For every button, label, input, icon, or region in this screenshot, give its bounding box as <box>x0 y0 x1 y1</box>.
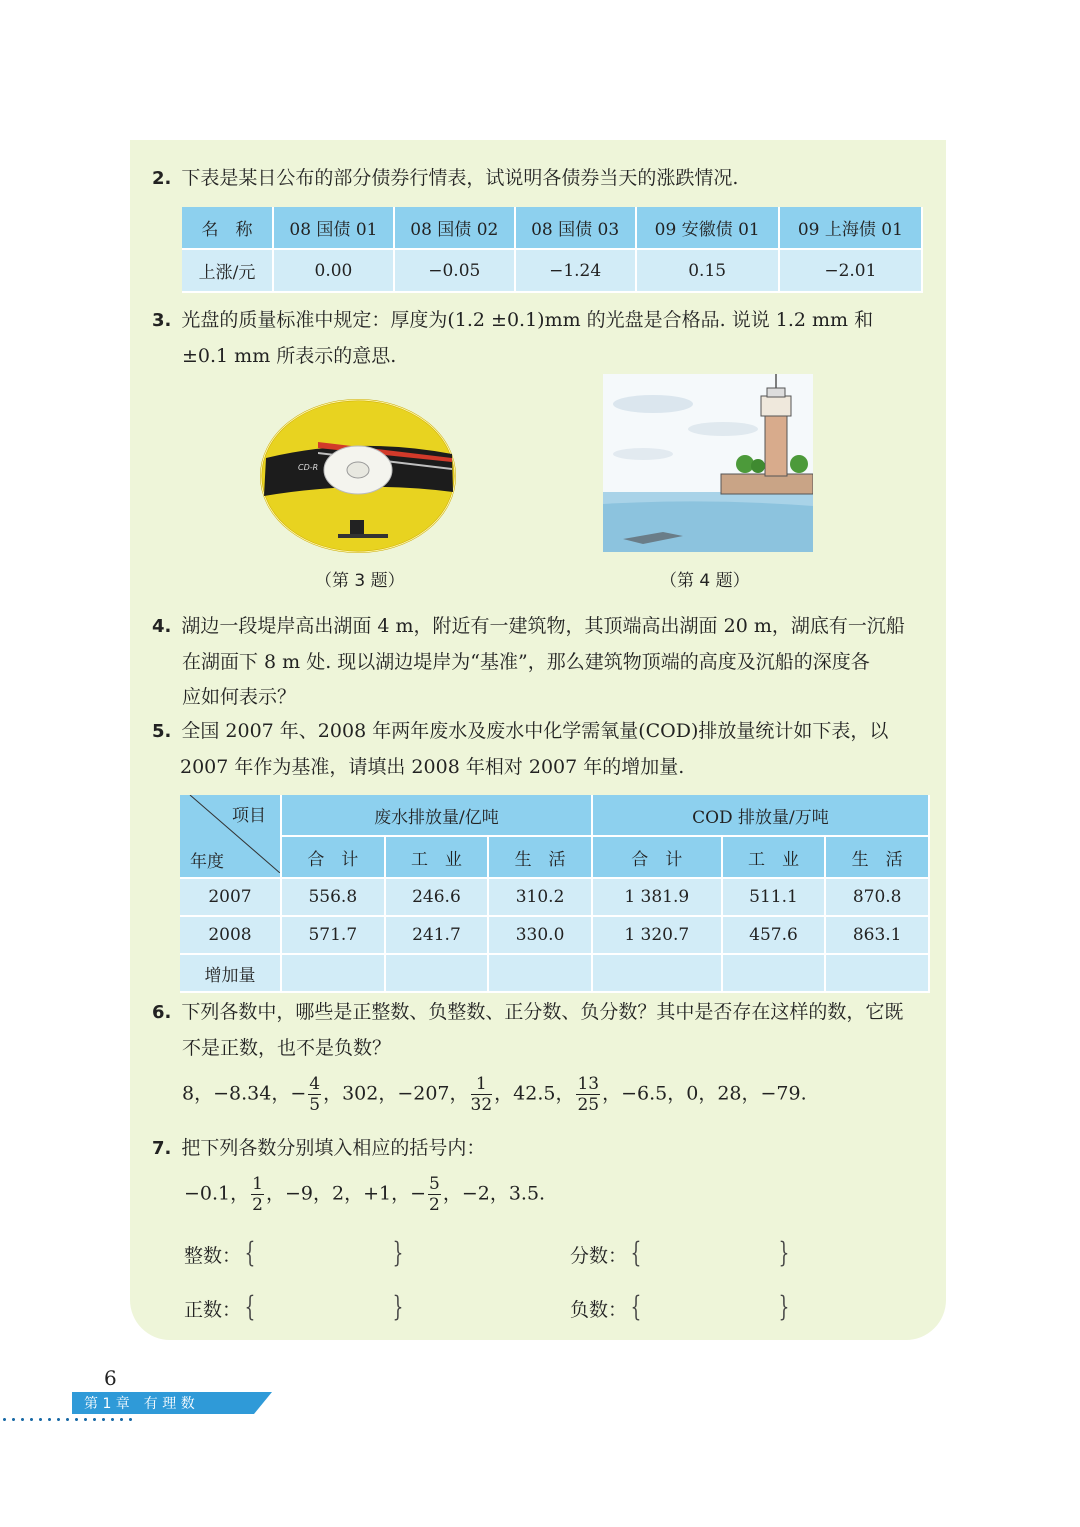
question-number: 7. <box>152 1138 172 1159</box>
right-brace: } <box>778 1236 790 1269</box>
question-7 <box>152 1130 485 1167</box>
figure-caption-3: （第 3 题） <box>315 571 405 591</box>
group-header-wastewater: 废水排放量/亿吨 <box>282 795 593 837</box>
table-cell: −1.24 <box>516 250 637 293</box>
table-cell: 0.00 <box>274 250 395 293</box>
denominator: 32 <box>470 1095 493 1115</box>
table-header-cell: 09 安徽债 01 <box>637 207 780 250</box>
denominator: 2 <box>429 1195 440 1215</box>
fraction <box>251 1174 264 1215</box>
integers-blank[interactable] <box>184 1236 407 1269</box>
denominator: 2 <box>252 1195 263 1215</box>
table-subheader-row <box>180 837 930 879</box>
figure-caption-4: （第 4 题） <box>660 571 750 591</box>
numerator: 4 <box>309 1074 321 1094</box>
corner-bottom-label: 年度 <box>190 852 224 872</box>
question-text: 湖边一段堤岸高出湖面 4 m，附近有一建筑物，其顶端高出湖面 20 m，湖底有一沉船 <box>181 615 905 637</box>
year-cell: 2008 <box>180 917 282 955</box>
table-cell: 246.6 <box>386 879 490 917</box>
year-cell: 2007 <box>180 879 282 917</box>
question-text: 光盘的质量标准中规定：厚度为(1.2 ±0.1)mm 的光盘是合格品. 说说 1.2 mm 和 <box>181 309 874 331</box>
table-cell: 571.7 <box>282 917 386 955</box>
table-header-row <box>180 795 930 837</box>
left-brace: { <box>630 1290 642 1323</box>
table-header-cell: 08 国债 03 <box>516 207 637 250</box>
number-text: −0.1， <box>184 1182 250 1205</box>
table-cell: 0.15 <box>637 250 780 293</box>
question-number: 3. <box>152 310 172 331</box>
table-cell: 241.7 <box>386 917 490 955</box>
question-4-line3: 应如何表示？ <box>182 686 297 708</box>
numerator: 5 <box>429 1174 440 1194</box>
question-5-line2: 2007 年作为基准，请填出 2008 年相对 2007 年的增加量. <box>180 756 685 778</box>
negatives-blank[interactable] <box>570 1290 793 1323</box>
right-brace: } <box>392 1236 404 1269</box>
group-header-cod: COD 排放量/万吨 <box>593 795 930 837</box>
question-5 <box>152 713 888 750</box>
numerator: 1 <box>252 1174 263 1194</box>
page-number: 6 <box>104 1366 117 1390</box>
answer-cell[interactable] <box>826 955 930 993</box>
question-2 <box>152 160 738 197</box>
table-header-cell: 名 称 <box>182 207 274 250</box>
lighthouse-illustration <box>603 374 813 552</box>
table-cell: −2.01 <box>780 250 923 293</box>
table-cell: −0.05 <box>395 250 516 293</box>
question-text: 下列各数中，哪些是正整数、负整数、正分数、负分数？其中是否存在这样的数，它既 <box>181 1001 904 1023</box>
increase-label: 增加量 <box>180 955 282 993</box>
left-brace: { <box>244 1290 256 1323</box>
fraction <box>428 1174 441 1215</box>
table-cell: 511.1 <box>723 879 827 917</box>
right-brace: } <box>778 1290 790 1323</box>
corner-top-label: 项目 <box>232 806 266 826</box>
table-row <box>180 917 930 955</box>
dotted-rule <box>0 1418 135 1421</box>
answer-cell[interactable] <box>593 955 723 993</box>
table-cell: 1 381.9 <box>593 879 723 917</box>
table-row-increase <box>180 955 930 993</box>
number-text: ，−2，3.5. <box>442 1182 546 1205</box>
table-cell: 330.0 <box>489 917 593 955</box>
table-header-cell: 合 计 <box>593 837 723 879</box>
right-brace: } <box>392 1290 404 1323</box>
number-text: ，42.5， <box>494 1082 575 1105</box>
chapter-tab <box>72 1392 272 1414</box>
question-number: 5. <box>152 721 172 742</box>
answer-cell[interactable] <box>282 955 386 993</box>
table-header-cell: 合 计 <box>282 837 386 879</box>
table-header-cell: 生 活 <box>489 837 593 879</box>
question-text: 把下列各数分别填入相应的括号内： <box>181 1137 486 1159</box>
question-number: 2. <box>152 168 172 189</box>
chapter-title: 第 1 章 有 理 数 <box>84 1396 195 1412</box>
table-cell: 870.8 <box>826 879 930 917</box>
cd-label: CD-R <box>298 463 319 472</box>
table-cell: 556.8 <box>282 879 386 917</box>
denominator: 5 <box>309 1095 321 1115</box>
blank-label: 负数： <box>570 1299 628 1321</box>
number-list-6 <box>182 1074 807 1115</box>
blank-label: 正数： <box>184 1299 242 1321</box>
number-text: ，−6.5，0，28，−79. <box>602 1082 807 1105</box>
corner-cell <box>180 795 282 879</box>
question-4-line2: 在湖面下 8 m 处. 现以湖边堤岸为“基准”，那么建筑物顶端的高度及沉船的深度各 <box>182 651 870 673</box>
table-cell: 863.1 <box>826 917 930 955</box>
blank-label: 分数： <box>570 1245 628 1267</box>
table-header-cell: 08 国债 02 <box>395 207 516 250</box>
number-text: 8，−8.34，− <box>182 1082 307 1105</box>
table-cell: 310.2 <box>489 879 593 917</box>
denominator: 25 <box>577 1095 600 1115</box>
emission-table <box>180 795 930 993</box>
question-4 <box>152 608 905 645</box>
table-cell: 457.6 <box>723 917 827 955</box>
blank-label: 整数： <box>184 1245 242 1267</box>
fraction <box>471 1074 493 1115</box>
question-6 <box>152 994 903 1031</box>
numerator: 1 <box>471 1074 493 1095</box>
answer-cell[interactable] <box>386 955 490 993</box>
numerator: 13 <box>577 1074 600 1094</box>
question-3-line2: ±0.1 mm 所表示的意思. <box>182 345 397 367</box>
answer-cell[interactable] <box>723 955 827 993</box>
fraction <box>308 1074 321 1115</box>
left-brace: { <box>244 1236 256 1269</box>
question-6-line2: 不是正数，也不是负数？ <box>182 1037 392 1059</box>
question-number: 4. <box>152 616 172 637</box>
table-header-cell: 生 活 <box>826 837 930 879</box>
fractions-blank[interactable] <box>570 1236 793 1269</box>
row-label: 上涨/元 <box>182 250 274 293</box>
answer-cell[interactable] <box>489 955 593 993</box>
positives-blank[interactable] <box>184 1290 407 1323</box>
table-row <box>180 879 930 917</box>
left-brace: { <box>630 1236 642 1269</box>
question-text: 全国 2007 年、2008 年两年废水及废水中化学需氧量(COD)排放量统计如下表，以 <box>181 720 889 742</box>
table-header-cell: 09 上海债 01 <box>780 207 923 250</box>
table-cell: 1 320.7 <box>593 917 723 955</box>
number-text: ，−9，2，+1，− <box>265 1182 426 1205</box>
question-text: 下表是某日公布的部分债券行情表，试说明各债券当天的涨跌情况. <box>181 167 739 189</box>
table-header-row <box>182 207 923 250</box>
table-header-cell: 工 业 <box>386 837 490 879</box>
table-row <box>182 250 923 293</box>
number-text: ，302，−207， <box>323 1082 469 1105</box>
number-list-7 <box>184 1174 545 1215</box>
table-header-cell: 工 业 <box>723 837 827 879</box>
bond-table <box>182 207 923 293</box>
cd-disc-illustration <box>258 396 458 556</box>
question-3 <box>152 302 873 339</box>
question-number: 6. <box>152 1002 172 1023</box>
table-header-cell: 08 国债 01 <box>274 207 395 250</box>
fraction <box>576 1074 600 1115</box>
